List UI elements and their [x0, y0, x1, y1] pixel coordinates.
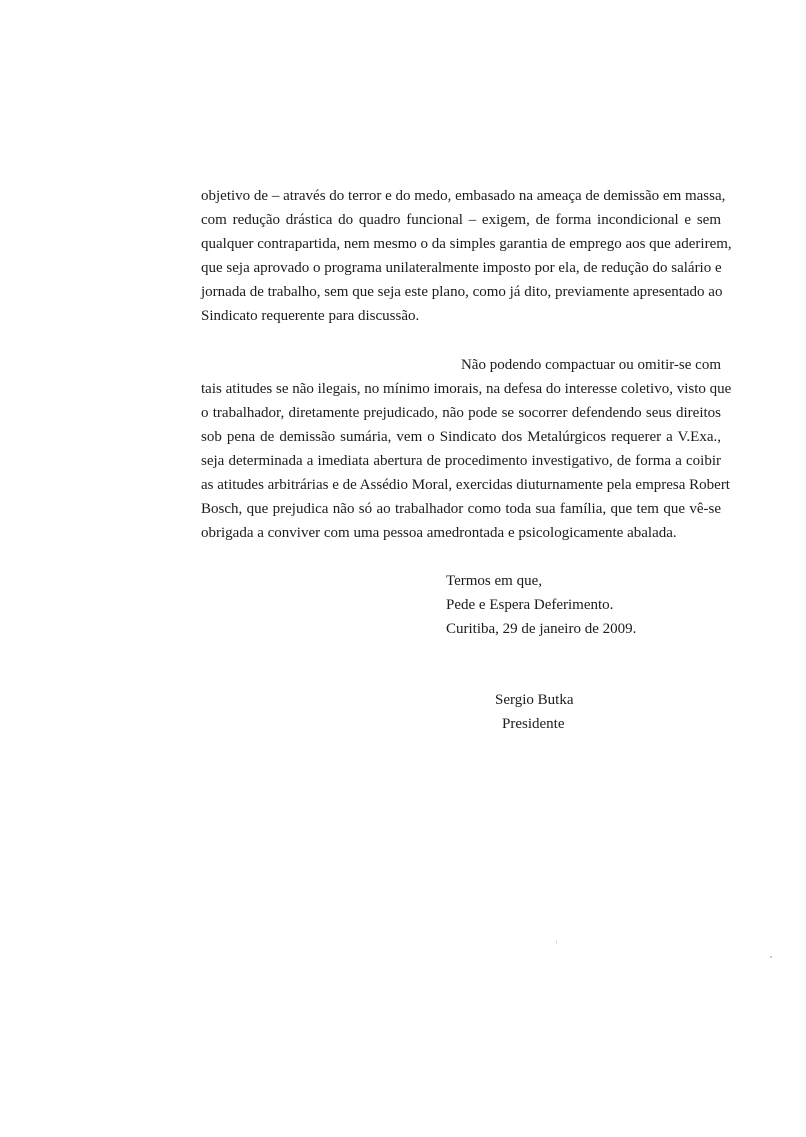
paragraph-1-line-5: jornada de trabalho, sem que seja este plano, como já dito, previamente apresentado ao — [201, 284, 723, 300]
paragraph-1-line-4: que seja aprovado o programa unilateralmente imposto por ela, de redução do salário e — [201, 260, 722, 276]
paragraph-2-line-3: o trabalhador, diretamente prejudicado, não pode se socorrer defendendo seus direitos — [201, 405, 721, 421]
paragraph-2-line-2: tais atitudes se não ilegais, no mínimo imorais, na defesa do interesse coletivo, visto que — [201, 381, 732, 397]
paragraph-2-line-5: seja determinada a imediata abertura de procedimento investigativo, de forma a coibir — [201, 453, 721, 469]
paragraph-1-line-1: objetivo de – através do terror e do medo, embasado na ameaça de demissão em massa, — [201, 188, 726, 204]
paragraph-2-line-6: as atitudes arbitrárias e de Assédio Moral, exercidas diuturnamente pela empresa Robert — [201, 477, 730, 493]
scan-speck — [770, 956, 772, 958]
closing-terms: Termos em que, — [446, 573, 543, 589]
closing-place-date: Curitiba, 29 de janeiro de 2009. — [446, 621, 637, 637]
scan-speck — [556, 940, 557, 944]
paragraph-1-line-6: Sindicato requerente para discussão. — [201, 308, 420, 324]
paragraph-1-line-2: com redução drástica do quadro funcional – exigem, de forma incondicional e sem — [201, 212, 721, 228]
closing-request: Pede e Espera Deferimento. — [446, 597, 614, 613]
signature-name: Sergio Butka — [495, 692, 574, 708]
signature-title: Presidente — [502, 716, 565, 732]
paragraph-1-line-3: qualquer contrapartida, nem mesmo o da simples garantia de emprego aos que aderirem, — [201, 236, 732, 252]
paragraph-2-line-8: obrigada a conviver com uma pessoa amedrontada e psicologicamente abalada. — [201, 525, 677, 541]
paragraph-2-line-1: Não podendo compactuar ou omitir-se com — [460, 357, 721, 373]
paragraph-2-line-4: sob pena de demissão sumária, vem o Sindicato dos Metalúrgicos requerer a V.Exa., — [201, 429, 721, 445]
paragraph-2-line-7: Bosch, que prejudica não só ao trabalhador como toda sua família, que tem que vê-se — [201, 501, 721, 517]
